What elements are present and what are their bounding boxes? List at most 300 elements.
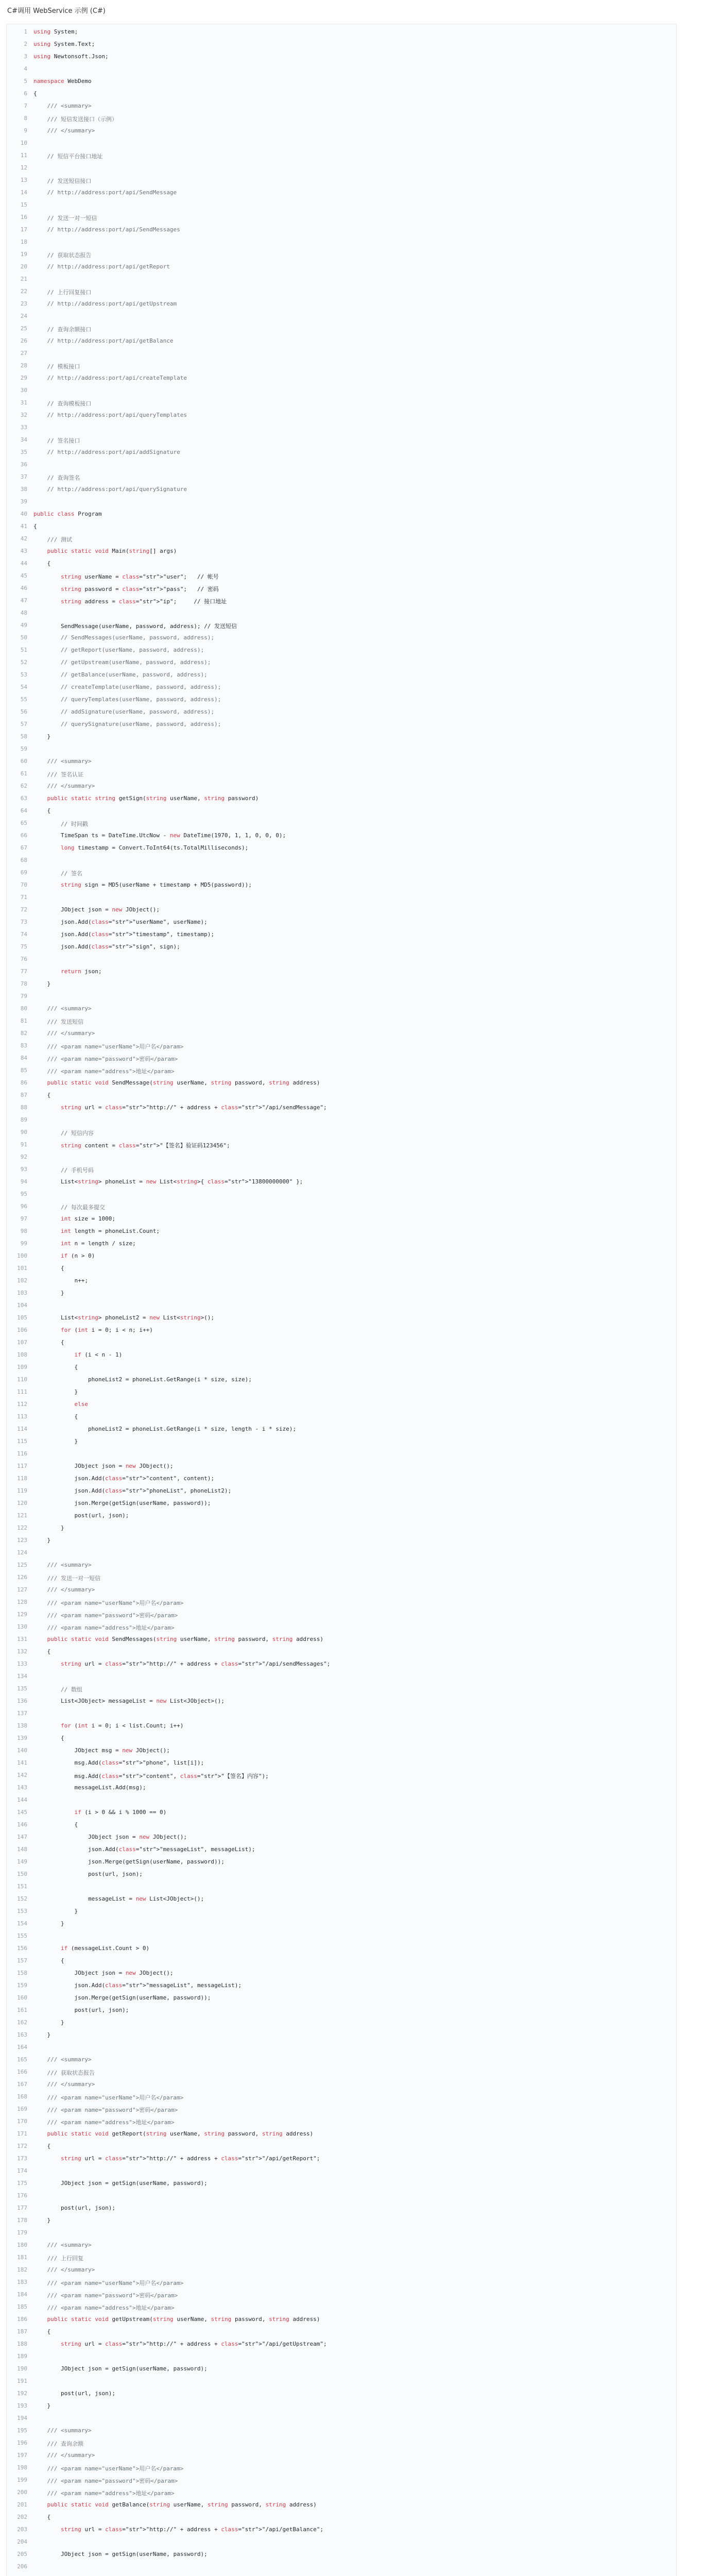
code-line: /// <summary> <box>33 2427 92 2434</box>
line-number: 135 <box>17 1685 27 1692</box>
line-number: 143 <box>17 1784 27 1791</box>
line-number: 92 <box>20 1154 27 1160</box>
line-number: 162 <box>17 2019 27 2026</box>
code-line: { <box>33 1413 78 1420</box>
code-line: { <box>33 807 51 814</box>
line-number: 154 <box>17 1920 27 1927</box>
code-line: /// <param name="password">密码</param> <box>33 2478 178 2484</box>
code-line: return json; <box>60 968 102 975</box>
code-line: /// <summary> <box>33 103 92 109</box>
line-number: 47 <box>20 597 27 604</box>
code-line: // 查询模板接口 <box>33 400 92 407</box>
line-number: 49 <box>20 622 27 629</box>
line-number: 39 <box>20 498 27 505</box>
code-line: post(url, json); <box>33 2390 115 2397</box>
code-line: /// <param name="address">地址</param> <box>33 1624 175 1631</box>
line-number: 51 <box>20 647 27 653</box>
code-line: { <box>33 2143 51 2149</box>
line-number: 38 <box>20 486 27 493</box>
code-line: /// <param name="userName">用户名</param> <box>33 1600 184 1606</box>
line-number: 123 <box>17 1537 27 1544</box>
line-number: 163 <box>17 2031 27 2038</box>
code-line: // queryTemplates(userName, password, address); <box>33 696 221 703</box>
code-line: // http://address:port/api/queryTemplates <box>33 412 187 418</box>
line-number: 74 <box>20 931 27 938</box>
line-number: 95 <box>20 1191 27 1197</box>
line-number: 34 <box>20 436 27 443</box>
code-line: // 上行回复接口 <box>33 289 92 296</box>
code-line: json.Add(class="str">"messageList", messageList); <box>33 1846 255 1853</box>
code-line: JObject json = getSign(userName, password); <box>33 2180 208 2187</box>
line-number: 26 <box>20 337 27 344</box>
line-number: 67 <box>20 844 27 851</box>
line-number: 58 <box>20 733 27 740</box>
line-number: 130 <box>17 1623 27 1630</box>
line-number: 149 <box>17 1858 27 1865</box>
code-line: else <box>74 1401 88 1408</box>
line-number: 59 <box>20 745 27 752</box>
line-number: 30 <box>20 387 27 394</box>
line-number: 10 <box>20 140 27 146</box>
line-number: 102 <box>17 1277 27 1284</box>
line-number: 7 <box>24 103 27 109</box>
line-number: 24 <box>20 313 27 319</box>
code-line: // 获取状态报告 <box>33 252 92 259</box>
code-line: json.Merge(getSign(userName, password)); <box>33 1500 211 1506</box>
code-line: { <box>33 1821 78 1828</box>
line-number: 4 <box>24 65 27 72</box>
line-number: 45 <box>20 572 27 579</box>
code-line: /// </summary> <box>33 2081 95 2088</box>
line-number: 148 <box>17 1846 27 1853</box>
line-number: 97 <box>20 1215 27 1222</box>
code-line: /// <param name="password">密码</param> <box>33 1056 178 1062</box>
line-number: 161 <box>17 2007 27 2013</box>
line-number: 113 <box>17 1413 27 1420</box>
line-number: 55 <box>20 696 27 703</box>
line-number: 20 <box>20 263 27 270</box>
line-number: 14 <box>20 189 27 196</box>
line-number: 66 <box>20 832 27 839</box>
code-line: json.Add(class="str">"content", content); <box>33 1475 215 1482</box>
line-number: 165 <box>17 2056 27 2063</box>
code-line: { <box>33 2328 51 2335</box>
code-line: n++; <box>33 1277 88 1284</box>
code-line: JObject json = new JObject(); <box>33 1463 174 1469</box>
line-number: 115 <box>17 1438 27 1445</box>
code-line: JObject msg = new JObject(); <box>33 1747 170 1754</box>
line-number: 117 <box>17 1463 27 1469</box>
code-line: if (i > 0 && i % 1000 == 0) <box>74 1809 167 1816</box>
code-line: // createTemplate(userName, password, address); <box>33 684 221 690</box>
line-number: 13 <box>20 177 27 183</box>
code-line: // getUpstream(userName, password, address); <box>33 659 211 666</box>
code-line: int size = 1000; <box>60 1215 115 1222</box>
code-line: /// </summary> <box>33 127 95 134</box>
code-line: using Newtonsoft.Json; <box>33 53 109 60</box>
code-line: public static void SendMessage(string userName, string password, string address) <box>47 1079 320 1086</box>
line-number: 9 <box>24 127 27 134</box>
line-number: 15 <box>20 201 27 208</box>
code-line: { <box>33 523 37 530</box>
code-line: // 发送一对一短信 <box>33 215 97 222</box>
code-line: // 数组 <box>33 1686 82 1693</box>
code-line: // 短信内容 <box>33 1130 94 1137</box>
code-line: /// <summary> <box>33 2056 92 2063</box>
code-line: public static void getBalance(string userName, string password, string address) <box>47 2501 317 2508</box>
line-number: 89 <box>20 1116 27 1123</box>
code-line: /// <summary> <box>33 758 92 765</box>
line-number: 78 <box>20 980 27 987</box>
line-number: 176 <box>17 2192 27 2199</box>
line-number: 72 <box>20 906 27 913</box>
line-number: 178 <box>17 2217 27 2224</box>
code-line: public static void getReport(string userName, string password, string address) <box>47 2130 314 2137</box>
line-number: 201 <box>17 2501 27 2508</box>
line-number: 172 <box>17 2143 27 2149</box>
line-number: 195 <box>17 2427 27 2434</box>
line-number: 81 <box>20 1018 27 1024</box>
code-line: /// </summary> <box>33 2266 95 2273</box>
line-number: 106 <box>17 1327 27 1333</box>
code-line: } <box>33 2019 64 2026</box>
code-line: public static void SendMessages(string userName, string password, string address) <box>47 1636 324 1642</box>
line-number: 35 <box>20 449 27 455</box>
code-line: json.Merge(getSign(userName, password)); <box>33 1858 225 1865</box>
line-number: 27 <box>20 350 27 357</box>
code-line: public static void getUpstream(string userName, string password, string address) <box>47 2316 320 2323</box>
code-line: /// </summary> <box>33 783 95 789</box>
line-number: 192 <box>17 2390 27 2397</box>
code-line: } <box>33 1920 64 1927</box>
line-number: 17 <box>20 226 27 233</box>
code-line: post(url, json); <box>33 1512 129 1519</box>
line-number: 107 <box>17 1339 27 1346</box>
code-line: /// <param name="userName">用户名</param> <box>33 1043 184 1050</box>
line-number: 141 <box>17 1759 27 1766</box>
line-number: 185 <box>17 2303 27 2310</box>
line-number: 181 <box>17 2254 27 2261</box>
code-line: // 短信平台接口地址 <box>33 153 103 160</box>
line-number: 65 <box>20 820 27 826</box>
code-line: /// 签名认证 <box>33 771 83 778</box>
line-number: 103 <box>17 1290 27 1296</box>
code-line: for (int i = 0; i < n; i++) <box>60 1327 153 1333</box>
line-number: 202 <box>17 2514 27 2520</box>
line-number: 80 <box>20 1005 27 1012</box>
line-number: 12 <box>20 164 27 171</box>
code-block <box>6 24 677 2576</box>
code-line: { <box>33 1339 64 1346</box>
code-line: } <box>33 1290 64 1296</box>
line-number: 23 <box>20 300 27 307</box>
line-number: 142 <box>17 1772 27 1778</box>
code-line: using System; <box>33 28 78 35</box>
line-number: 127 <box>17 1586 27 1593</box>
code-line: /// 短信发送接口（示例） <box>33 116 117 123</box>
code-line: /// <summary> <box>33 1005 92 1012</box>
code-line: /// 发送短信 <box>33 1019 83 1025</box>
code-line: /// 测试 <box>33 536 72 543</box>
line-number: 171 <box>17 2130 27 2137</box>
line-number: 166 <box>17 2069 27 2075</box>
line-number: 191 <box>17 2378 27 2384</box>
line-number: 71 <box>20 894 27 901</box>
code-line: post(url, json); <box>33 2007 129 2013</box>
line-number: 2 <box>24 41 27 47</box>
code-line: json.Merge(getSign(userName, password)); <box>33 1994 211 2001</box>
line-number: 151 <box>17 1883 27 1890</box>
line-number: 121 <box>17 1512 27 1519</box>
code-line: json.Add(class="str">"userName", userName); <box>33 919 208 925</box>
line-number: 159 <box>17 1982 27 1989</box>
line-number: 94 <box>20 1178 27 1185</box>
code-line: /// <param name="password">密码</param> <box>33 2292 178 2299</box>
line-number: 54 <box>20 684 27 690</box>
code-line: string url = class="str">"http://" + address + class="str">"/api/sendMessages"; <box>60 1660 331 1667</box>
code-line: string sign = MD5(userName + timestamp + MD5(password)); <box>60 882 252 888</box>
line-number: 91 <box>20 1141 27 1148</box>
code-line: string content = class="str">"【签名】验证码123456"; <box>60 1142 230 1149</box>
line-number: 64 <box>20 807 27 814</box>
line-number: 180 <box>17 2242 27 2248</box>
code-line: List<string> phoneList2 = new List<string>(); <box>33 1314 215 1321</box>
line-number: 114 <box>17 1426 27 1432</box>
line-number: 16 <box>20 214 27 221</box>
line-number: 52 <box>20 659 27 666</box>
line-number: 57 <box>20 721 27 727</box>
line-number: 146 <box>17 1821 27 1828</box>
line-number: 50 <box>20 634 27 641</box>
line-number: 60 <box>20 758 27 765</box>
line-number: 77 <box>20 968 27 975</box>
line-number: 155 <box>17 1933 27 1939</box>
line-number: 98 <box>20 1228 27 1234</box>
line-number: 140 <box>17 1747 27 1754</box>
line-number: 28 <box>20 362 27 369</box>
line-number: 46 <box>20 585 27 591</box>
line-number: 18 <box>20 239 27 245</box>
line-number: 169 <box>17 2106 27 2112</box>
line-number: 48 <box>20 609 27 616</box>
line-number: 109 <box>17 1364 27 1370</box>
code-line: if (messageList.Count > 0) <box>60 1945 150 1952</box>
line-number: 153 <box>17 1908 27 1914</box>
code-line: { <box>33 1092 51 1098</box>
code-line: post(url, json); <box>33 1871 143 1877</box>
line-number: 198 <box>17 2464 27 2471</box>
line-number: 122 <box>17 1524 27 1531</box>
code-line: /// 获取状态报告 <box>33 2070 95 2076</box>
code-line: // http://address:port/api/getUpstream <box>33 300 177 307</box>
code-line: // 时间戳 <box>33 821 88 827</box>
code-line: // getReport(userName, password, address); <box>33 647 204 653</box>
line-number: 170 <box>17 2118 27 2125</box>
line-number: 156 <box>17 1945 27 1952</box>
line-number: 120 <box>17 1500 27 1506</box>
line-number: 116 <box>17 1450 27 1457</box>
code-line: List<JObject> messageList = new List<JObject>(); <box>33 1698 225 1704</box>
line-number: 3 <box>24 53 27 60</box>
line-number: 124 <box>17 1549 27 1556</box>
code-line: /// <summary> <box>33 1562 92 1568</box>
line-number: 22 <box>20 288 27 295</box>
code-line: /// <summary> <box>33 2242 92 2248</box>
line-number: 144 <box>17 1797 27 1803</box>
line-number: 6 <box>24 90 27 97</box>
code-line: string url = class="str">"http://" + address + class="str">"/api/getBalance"; <box>60 2526 323 2533</box>
line-number: 61 <box>20 770 27 777</box>
line-number: 119 <box>17 1487 27 1494</box>
line-number: 184 <box>17 2291 27 2298</box>
line-number: 44 <box>20 560 27 567</box>
code-line: } <box>33 733 51 740</box>
line-number: 88 <box>20 1104 27 1111</box>
code-line: public static string getSign(string userName, string password) <box>47 795 259 802</box>
line-number: 87 <box>20 1092 27 1098</box>
code-line: /// <param name="userName">用户名</param> <box>33 2280 184 2286</box>
code-line: /// </summary> <box>33 2452 95 2459</box>
code-line: TimeSpan ts = DateTime.UtcNow - new DateTime(1970, 1, 1, 0, 0, 0); <box>33 832 286 839</box>
line-number: 37 <box>20 473 27 480</box>
line-number: 5 <box>24 78 27 84</box>
line-number: 83 <box>20 1042 27 1049</box>
line-number: 190 <box>17 2365 27 2372</box>
line-number: 99 <box>20 1240 27 1247</box>
line-number: 118 <box>17 1475 27 1482</box>
code-line: JObject json = getSign(userName, password); <box>33 2551 208 2557</box>
line-number: 200 <box>17 2489 27 2496</box>
code-line: json.Add(class="str">"phoneList", phoneList2); <box>33 1487 232 1494</box>
line-number: 53 <box>20 671 27 678</box>
code-line: int length = phoneList.Count; <box>60 1228 160 1234</box>
code-line: // 手机号码 <box>33 1167 94 1174</box>
code-line: // getBalance(userName, password, address); <box>33 671 208 678</box>
code-line: messageList.Add(msg); <box>33 1784 146 1791</box>
code-line: string password = class="str">"pass"; // 密码 <box>60 586 219 592</box>
line-number: 183 <box>17 2279 27 2285</box>
line-number: 168 <box>17 2093 27 2100</box>
line-number: 137 <box>17 1710 27 1717</box>
line-number: 84 <box>20 1055 27 1061</box>
code-line: /// <param name="userName">用户名</param> <box>33 2094 184 2101</box>
code-line: msg.Add(class="str">"phone", list[i]); <box>33 1759 204 1766</box>
line-number: 145 <box>17 1809 27 1816</box>
code-line: { <box>33 1364 78 1370</box>
line-number: 177 <box>17 2205 27 2211</box>
line-number: 157 <box>17 1957 27 1964</box>
code-line: // http://address:port/api/getReport <box>33 263 170 270</box>
line-number: 129 <box>17 1611 27 1618</box>
line-number: 179 <box>17 2229 27 2236</box>
line-number: 75 <box>20 943 27 950</box>
page-title: C#调用 WebService 示例 (C#) <box>7 7 106 15</box>
code-line: // http://address:port/api/getBalance <box>33 337 174 344</box>
code-line: /// <param name="address">地址</param> <box>33 1068 175 1075</box>
code-line: public class Program <box>33 511 102 517</box>
code-line: if (n > 0) <box>60 1252 95 1259</box>
code-line: } <box>33 1537 51 1544</box>
code-line: long timestamp = Convert.ToInt64(ts.TotalMilliseconds); <box>60 844 249 851</box>
line-number: 76 <box>20 956 27 962</box>
code-line: json.Add(class="str">"timestamp", timestamp); <box>33 931 215 938</box>
line-number: 182 <box>17 2266 27 2273</box>
code-line: List<string> phoneList = new List<string>{ class="str">"13800000000" }; <box>33 1178 303 1185</box>
line-number: 11 <box>20 152 27 159</box>
line-number: 134 <box>17 1673 27 1680</box>
code-line: /// <param name="address">地址</param> <box>33 2304 175 2311</box>
code-line: msg.Add(class="str">"content", class="str">"【签名】内容"); <box>33 1773 269 1780</box>
line-number: 96 <box>20 1203 27 1210</box>
line-number: 70 <box>20 882 27 888</box>
line-number: 43 <box>20 548 27 554</box>
line-number: 126 <box>17 1574 27 1581</box>
line-number: 42 <box>20 535 27 542</box>
line-number: 82 <box>20 1030 27 1037</box>
line-number: 110 <box>17 1376 27 1383</box>
code-line: JObject json = getSign(userName, password); <box>33 2365 208 2372</box>
code-line: string userName = class="str">"user"; // 帐号 <box>60 573 219 580</box>
code-line: /// <param name="address">地址</param> <box>33 2119 175 2126</box>
code-line: // http://address:port/api/SendMessage <box>33 189 177 196</box>
code-line: // addSignature(userName, password, address); <box>33 708 214 715</box>
code-line: // http://address:port/api/SendMessages <box>33 226 180 233</box>
code-line: /// <param name="userName">用户名</param> <box>33 2465 184 2472</box>
line-number: 150 <box>17 1871 27 1877</box>
code-line: string url = class="str">"http://" + address + class="str">"/api/getUpstream"; <box>60 2341 327 2347</box>
code-line: // querySignature(userName, password, address); <box>33 721 221 727</box>
code-line: JObject json = new JObject(); <box>33 1970 174 1976</box>
line-number: 40 <box>20 511 27 517</box>
line-number: 100 <box>17 1252 27 1259</box>
line-number: 194 <box>17 2415 27 2421</box>
line-number: 101 <box>17 1265 27 1272</box>
line-number: 104 <box>17 1302 27 1309</box>
code-line: phoneList2 = phoneList.GetRange(i * size, length - i * size); <box>33 1426 296 1432</box>
line-number: 139 <box>17 1735 27 1741</box>
line-number: 167 <box>17 2081 27 2088</box>
line-number: 174 <box>17 2167 27 2174</box>
code-line: { <box>33 2514 51 2520</box>
code-line: /// 发送一对一短信 <box>33 1575 100 1582</box>
line-number: 85 <box>20 1067 27 1074</box>
code-line: // 签名 <box>33 870 82 877</box>
code-line: json.Add(class="str">"messageList", messageList); <box>33 1982 242 1989</box>
code-line: /// <param name="password">密码</param> <box>33 1612 178 1619</box>
line-number: 138 <box>17 1722 27 1729</box>
line-number: 105 <box>17 1314 27 1321</box>
code-line: string url = class="str">"http://" + address + class="str">"/api/sendMessage"; <box>60 1104 327 1111</box>
code-line: // 每次最多提交 <box>33 1204 105 1211</box>
code-line: phoneList2 = phoneList.GetRange(i * size, size); <box>33 1376 252 1383</box>
code-line: /// </summary> <box>33 1030 95 1037</box>
code-line: json.Add(class="str">"sign", sign); <box>33 943 180 950</box>
line-number: 125 <box>17 1562 27 1568</box>
line-number: 205 <box>17 2551 27 2557</box>
line-number: 128 <box>17 1599 27 1605</box>
code-line: { <box>33 90 37 97</box>
code-line: /// 上行回复 <box>33 2255 83 2262</box>
code-line: /// <param name="password">密码</param> <box>33 2107 178 2113</box>
line-number: 158 <box>17 1970 27 1976</box>
code-line: /// 查询余额 <box>33 2441 83 2447</box>
code-line: // SendMessages(userName, password, address); <box>33 634 214 641</box>
code-line: /// <param name="address">地址</param> <box>33 2490 175 2497</box>
code-line: for (int i = 0; i < list.Count; i++) <box>60 1722 184 1729</box>
line-number: 41 <box>20 523 27 530</box>
line-number: 175 <box>17 2180 27 2187</box>
code-line: { <box>33 1265 64 1272</box>
